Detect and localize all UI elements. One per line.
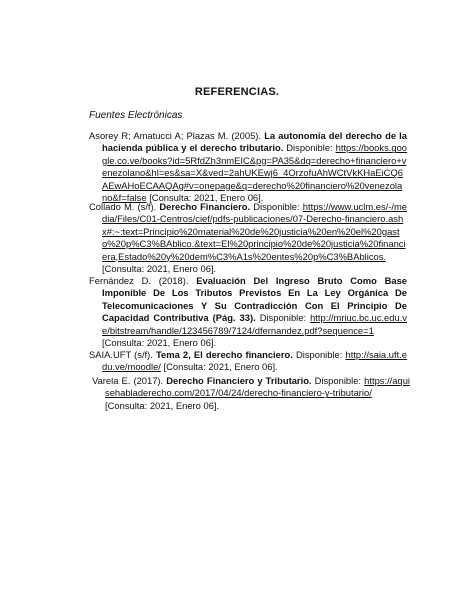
reference-author: Collado M. (s/f).: [89, 201, 157, 212]
reference-available-label: Disponible:: [286, 142, 333, 154]
reference-consult: [Consulta: 2021, Enero 06].: [102, 263, 217, 275]
reference-consult: [Consulta: 2021, Enero 06].: [102, 337, 217, 349]
reference-title: Tema 2, El derecho financiero.: [156, 349, 293, 360]
reference-link[interactable]: http://mriuc.bc.uc.edu.ve/bitstream/handle/123456789/7124/dfernandez.pdf?sequence=1: [102, 312, 407, 336]
reference-author: Varela E. (2017).: [92, 375, 164, 386]
reference-consult: [Consulta: 2021, Enero 06].: [149, 192, 264, 204]
reference-link[interactable]: https://aquisehabladerecho.com/2017/04/24/derecho-financiero-y-tributario/: [105, 375, 411, 399]
reference-link[interactable]: https://books.google.co.ve/books?id=5RfdZh3nmEIC&pg=PA35&dq=derecho+financiero+venezolano&hl=es&sa=X&ved=2ahUKEwj6_4OrzofuAhWCtVkKHaEiCQ6AEwAHoECAAQAg#v=onepage&q=derecho%20financiero%20venezolano&f=false: [102, 142, 408, 204]
reference-consult: [Consulta: 2021, Enero 06].: [105, 399, 220, 411]
reference-available-label: Disponible:: [314, 375, 362, 386]
reference-item: [89, 275, 407, 349]
reference-title: La autonomía del derecho de la hacienda pública y el derecho tributario.: [102, 130, 408, 154]
reference-author: Asorey R; Amatucci A; Plazas M. (2005).: [89, 130, 262, 141]
reference-link[interactable]: https://www.uclm.es/-/media/Files/C01-Centros/cief/pdfs-publicaciones/07-Derecho-financiero.ashx#:~:text=Principio%20material%20de%20justicia%20en%20el%20gasto%20p%C3%BAblico.&text=El%20principio%20de%20justicia%20financiera,Estado%20y%20dem%C3%A1s%20entes%20p%C3%BAblicos.: [102, 201, 407, 262]
section-heading: Fuentes Electrónicas: [89, 110, 183, 121]
reference-title: Evaluación Del Ingreso Bruto Como Base Imponible De Los Tributos Previstos En La Ley Orgánica De Telecomunicaciones Y Su Contradicción Con El Principio De Capacidad Contributiva (Pág. 33).: [102, 275, 408, 324]
reference-author: Fernández D. (2018).: [89, 275, 189, 286]
reference-author: SAIA.UFT (s/f).: [89, 349, 153, 360]
reference-consult: [Consulta: 2021, Enero 06].: [163, 361, 278, 373]
reference-link[interactable]: http://saia.uft.edu.ve/moodle/: [102, 349, 407, 373]
reference-title: Derecho Financiero.: [159, 201, 251, 212]
reference-available-label: Disponible:: [259, 312, 307, 324]
reference-title: Derecho Financiero y Tributario.: [166, 375, 312, 386]
reference-item: [89, 130, 407, 204]
page-title: REFERENCIAS.: [194, 86, 280, 98]
reference-available-label: Disponible:: [253, 201, 300, 212]
reference-item: [89, 201, 407, 275]
reference-item: [92, 375, 410, 412]
reference-available-label: Disponible:: [295, 349, 343, 360]
reference-item: [89, 349, 407, 374]
